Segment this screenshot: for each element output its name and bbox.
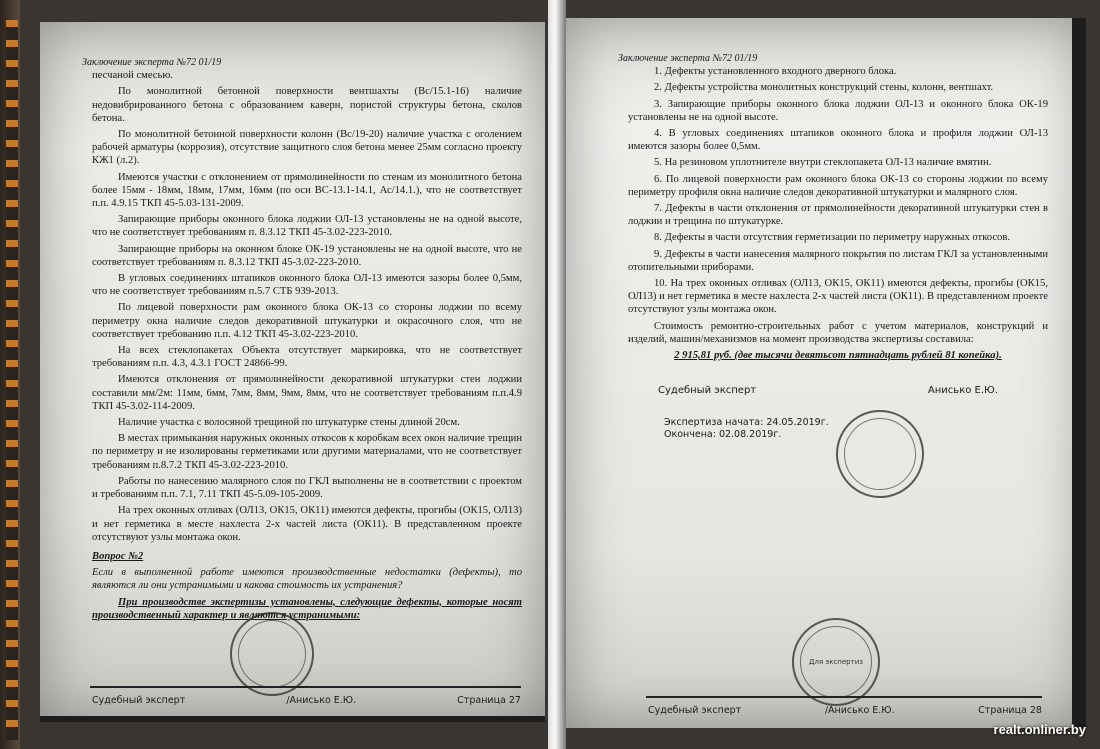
page-shadow xyxy=(1072,18,1086,728)
list-item: 4. В угловых соединениях штапиков оконного блока и профиля лоджии ОЛ-13 имеются зазоры более 0,5мм. xyxy=(628,128,1048,153)
paragraph: Запирающие приборы на оконном блоке ОК-19 установлены не на одной высоте, что не соответствует требованиям п. 8.3.12 ТКП 45-3.02-223-2010. xyxy=(92,243,522,268)
question-title: Вопрос №2 xyxy=(92,550,144,562)
footer-page-number: Страница 28 xyxy=(978,705,1042,716)
paragraph: На всех стеклопакетах Объекта отсутствует маркировка, что не соответствует требованиям п.п. 4.3, 4.3.1 ГОСТ 24866-99. xyxy=(92,345,522,370)
footer-divider xyxy=(90,686,521,688)
page-header: Заключение эксперта №72 01/19 xyxy=(82,57,222,68)
question-text: Если в выполненной работе имеются производственные недостатки (дефекты), то являются ли они устранимыми и какова стоимость их устранения? xyxy=(92,567,522,592)
page-footer xyxy=(648,705,1042,716)
answer-text: При производстве экспертизы установлены, следующие дефекты, которые носят производственный характер и являются устранимыми: xyxy=(92,596,522,621)
paragraph: Запирающие приборы оконного блока лоджии ОЛ-13 установлены не на одной высоте, что не соответствует требованиям п. 8.3.12 ТКП 45-3.02-223-2010. xyxy=(92,214,522,239)
exam-finished: Окончена: 02.08.2019г. xyxy=(664,429,782,441)
page-footer xyxy=(92,695,521,706)
signer-name: Анисько Е.Ю. xyxy=(927,385,998,397)
cost-text: Стоимость ремонтно-строительных работ с учетом материалов, конструкций и изделий, машин/механизмов на момент производства экспертизы составила: xyxy=(628,320,1048,345)
exam-started: Экспертиза начата: 24.05.2019г. xyxy=(664,417,829,429)
document-page-28 xyxy=(566,18,1086,728)
binder-rings xyxy=(6,20,18,740)
signer-role: Судебный эксперт xyxy=(658,385,757,397)
paragraph: В угловых соединениях штапиков оконного блока ОЛ-13 имеются зазоры более 0,5мм, что не соответствует требованиям п.5.7 СТБ 939-2013. xyxy=(92,273,522,298)
page-header: Заключение эксперта №72 01/19 xyxy=(618,53,758,64)
watermark: realt.onliner.by xyxy=(993,722,1086,737)
list-item: 6. По лицевой поверхности рам оконного блока ОК-13 со стороны лоджии по всему периметру профиля окна наличие следов декоративной штукатурки и малярного слоя. xyxy=(628,173,1048,198)
list-item: 10. На трех оконных отливах (ОЛ13, ОК15, ОК11) имеются дефекты, прогибы (ОК15, ОЛ13) и нет герметика в месте нахлеста 2-х частей листа (ОК11). В представленном проекте отсутствуют узлы монтажа окон. xyxy=(628,278,1048,316)
paragraph: Работы по нанесению малярного слоя по ГКЛ выполнены не в соответствии с проектом и требованиям п.п. 7.1, 7.11 ТКП 45-5.09-105-2009. xyxy=(92,475,522,501)
page-28-content xyxy=(618,52,1048,441)
list-item: 8. Дефекты в части отсутствия герметизации по периметру наружных откосов. xyxy=(654,232,1010,244)
paragraph: В местах примыкания наружных оконных откосов к коробкам всех окон наличие трещин по периметру и не изолированы герметиками или другими материалами, что не соответствует требованиям п.8.7.2 ТКП 45-3.02-223-2010. xyxy=(92,433,522,471)
list-item: 1. Дефекты установленного входного дверного блока. xyxy=(654,66,897,78)
paragraph: Имеются отклонения от прямолинейности декоративной штукатурки стен лоджии составили мм/2м: 11мм, 6мм, 7мм, 8мм, 9мм, 8мм, что не соответствует требованиям п.п.4.9 ТКП 45-3.02-114-2009. xyxy=(92,374,522,412)
footer-divider xyxy=(646,696,1042,698)
footer-role: Судебный эксперт xyxy=(92,695,186,706)
page-shadow xyxy=(40,716,545,722)
cost-value: 2 915,81 руб. (две тысячи девятьсот пятнадцать рублей 81 копейка). xyxy=(674,350,1002,362)
list-item: 5. На резиновом уплотнителе внутри стеклопакета ОЛ-13 наличие вмятин. xyxy=(654,157,992,169)
paragraph: На трех оконных отливах (ОЛ13, ОК15, ОК11) имеются дефекты, прогибы (ОК15, ОЛ13) и нет герметика в месте нахлеста 2-х частей листа (ОК11). В представленном проекте отсутствуют узлы монтажа окон. xyxy=(92,505,522,543)
page-27-content xyxy=(82,56,522,625)
document-page-27 xyxy=(40,22,545,722)
paragraph: По лицевой поверхности рам оконного блока ОК-13 со стороны лоджии по всему периметру окна наличие следов декоративной штукатурки и окрасочного слоя, что не соответствует требованию п.п. 4.12 ТКП 45-3.02-223-2010. xyxy=(92,302,522,340)
paragraph: песчаной смесью. xyxy=(92,70,173,82)
paragraph: Имеются участки с отклонением от прямолинейности по стенам из монолитного бетона более 15мм - 18мм, 18мм, 17мм, 16мм (по оси ВС-13.1-14.1, Ас/14.1.), что не соответствует п.п. 4.9.15 ТКП 45-5.03-131-2009. xyxy=(92,171,522,210)
paragraph: По монолитной бетонной поверхности вентшахты (Вс/15.1-16) наличие недовибрированного бетона с образованием каверн, пористой структуры бетона, сколов бетона. xyxy=(92,86,522,124)
footer-page-number: Страница 27 xyxy=(457,695,521,706)
footer-name: /Анисько Е.Ю. xyxy=(824,705,895,716)
list-item: 7. Дефекты в части отклонения от прямолинейности декоративной штукатурки стен в лоджии и трещина по штукатурке. xyxy=(628,203,1048,228)
list-item: 2. Дефекты устройства монолитных конструкций стены, колонн, вентшахт. xyxy=(654,82,994,94)
footer-name: /Анисько Е.Ю. xyxy=(286,695,357,706)
list-item: 9. Дефекты в части нанесения малярного покрытия по листам ГКЛ за установленными отопительными приборами. xyxy=(628,248,1048,273)
seal-stamp-bottom xyxy=(792,618,880,706)
paragraph: Наличие участка с волосяной трещиной по штукатурке стены длиной 20см. xyxy=(118,417,460,429)
page-gap xyxy=(548,0,566,749)
signature-row xyxy=(628,384,1048,397)
stamp-text: Для экспертиз xyxy=(809,658,863,666)
paragraph: По монолитной бетонной поверхности колонн (Вс/19-20) наличие участка с оголением рабочей арматуры (коррозия), отсутствие защитного слоя бетона менее 25мм согласно проекту КЖ1 (л.2). xyxy=(92,129,522,167)
footer-role: Судебный эксперт xyxy=(648,705,742,716)
list-item: 3. Запирающие приборы оконного блока лоджии ОЛ-13 и оконного блока ОК-19 установлены не на одной высоте. xyxy=(628,98,1048,123)
